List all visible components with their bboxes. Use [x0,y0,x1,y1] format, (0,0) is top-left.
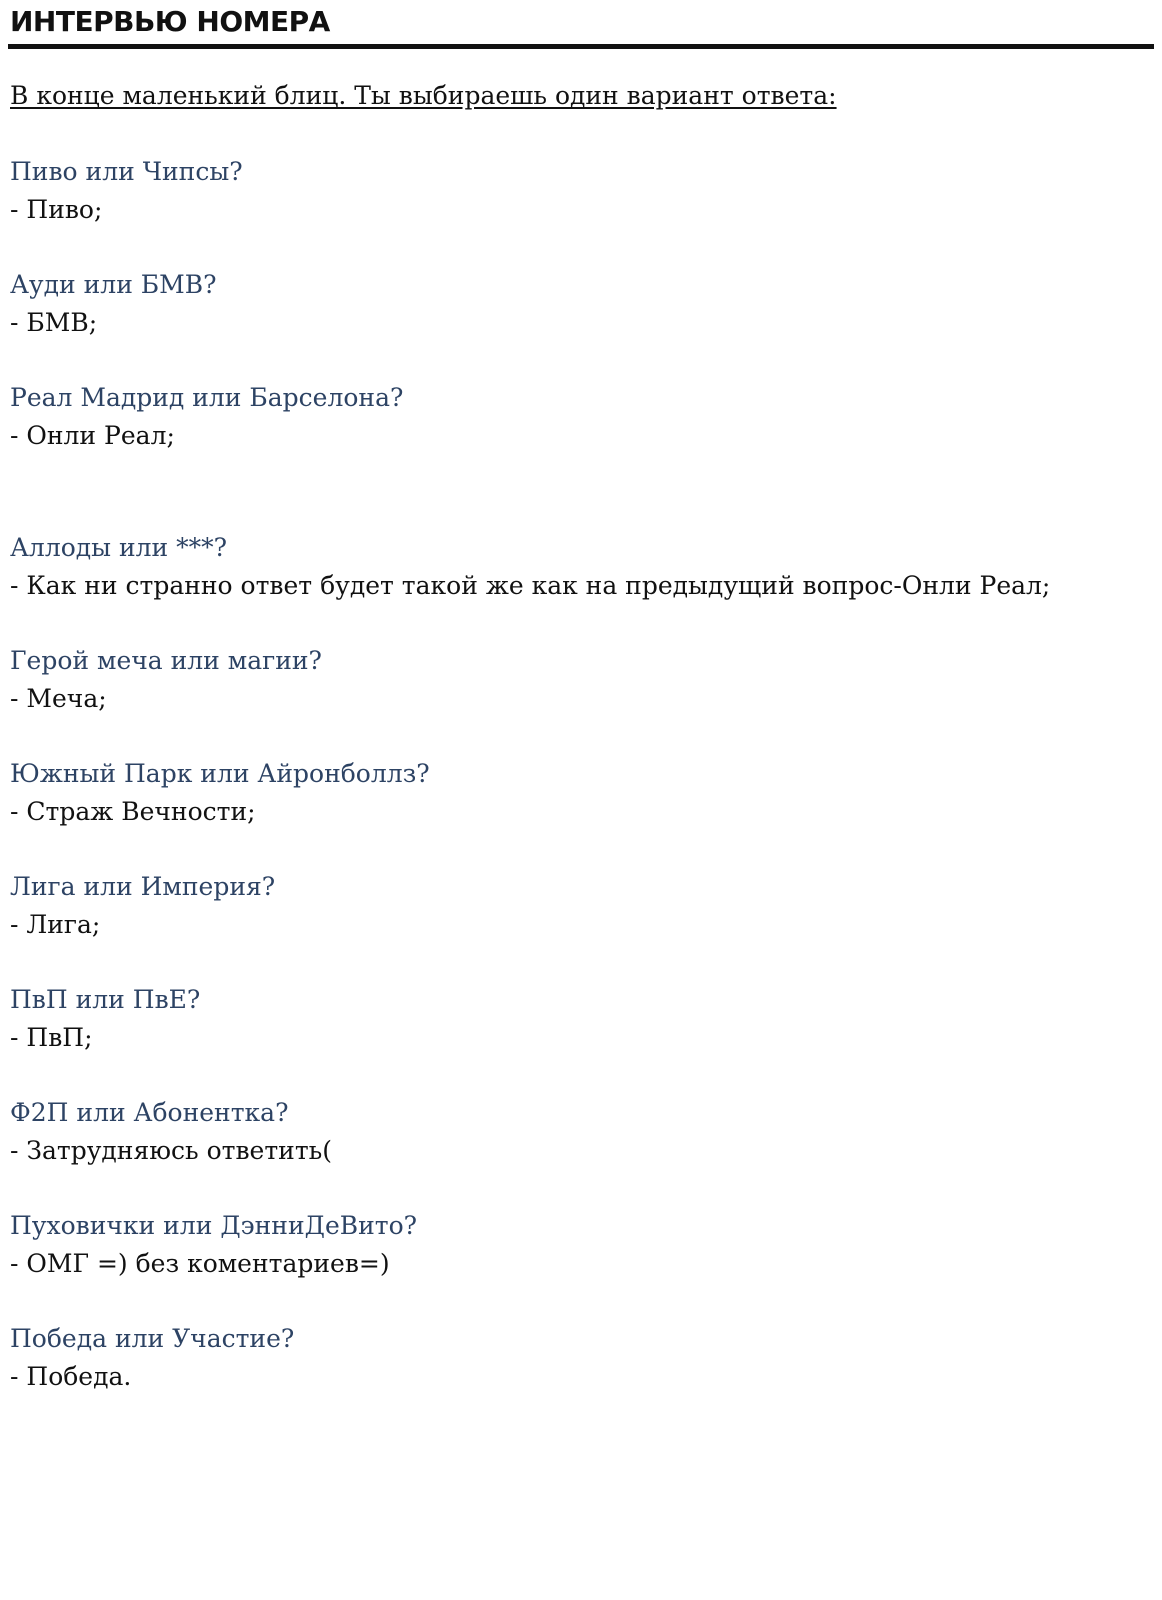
qa-item [10,379,1110,455]
qa-question: Лига или Империя? [10,872,276,901]
qa-item [10,529,1110,605]
qa-item [10,266,1110,342]
qa-question: Реал Мадрид или Барселона? [10,383,404,412]
qa-question: Пиво или Чипсы? [10,157,243,186]
qa-question: Южный Парк или Айронболлз? [10,759,430,788]
qa-item [10,868,1110,944]
qa-answer: - Пиво; [10,195,103,224]
qa-question: Ф2П или Абонентка? [10,1098,289,1127]
qa-answer: - Как ни странно ответ будет такой же как на предыдущий вопрос-Онли Реал; [10,571,1051,600]
qa-answer: - ПвП; [10,1023,93,1052]
qa-question: Ауди или БМВ? [10,270,217,299]
qa-item [10,1094,1110,1170]
qa-answer: - ОМГ =) без коментариев=) [10,1249,390,1278]
page-title: ИНТЕРВЬЮ НОМЕРА [10,5,330,38]
qa-answer: - БМВ; [10,308,98,337]
qa-answer: - Победа. [10,1362,132,1391]
blitz-intro: В конце маленький блиц. Ты выбираешь один вариант ответа: [10,81,837,110]
header-divider [8,44,1154,49]
qa-item [10,153,1110,229]
qa-question: Пуховички или ДэнниДеВито? [10,1211,418,1240]
page-header [10,2,1152,42]
qa-question: ПвП или ПвЕ? [10,985,201,1014]
qa-answer: - Затрудняюсь ответить( [10,1136,333,1165]
qa-question: Герой меча или магии? [10,646,322,675]
qa-item [10,642,1110,718]
qa-answer: - Страж Вечности; [10,797,256,826]
qa-question: Победа или Участие? [10,1324,295,1353]
qa-item [10,981,1110,1057]
qa-item [10,755,1110,831]
qa-question: Аллоды или ***? [10,533,228,562]
qa-item [10,1320,1110,1396]
qa-answer: - Лига; [10,910,101,939]
blitz-qa-list [10,153,1110,1433]
qa-item [10,1207,1110,1283]
qa-answer: - Меча; [10,684,107,713]
qa-answer: - Онли Реал; [10,421,175,450]
